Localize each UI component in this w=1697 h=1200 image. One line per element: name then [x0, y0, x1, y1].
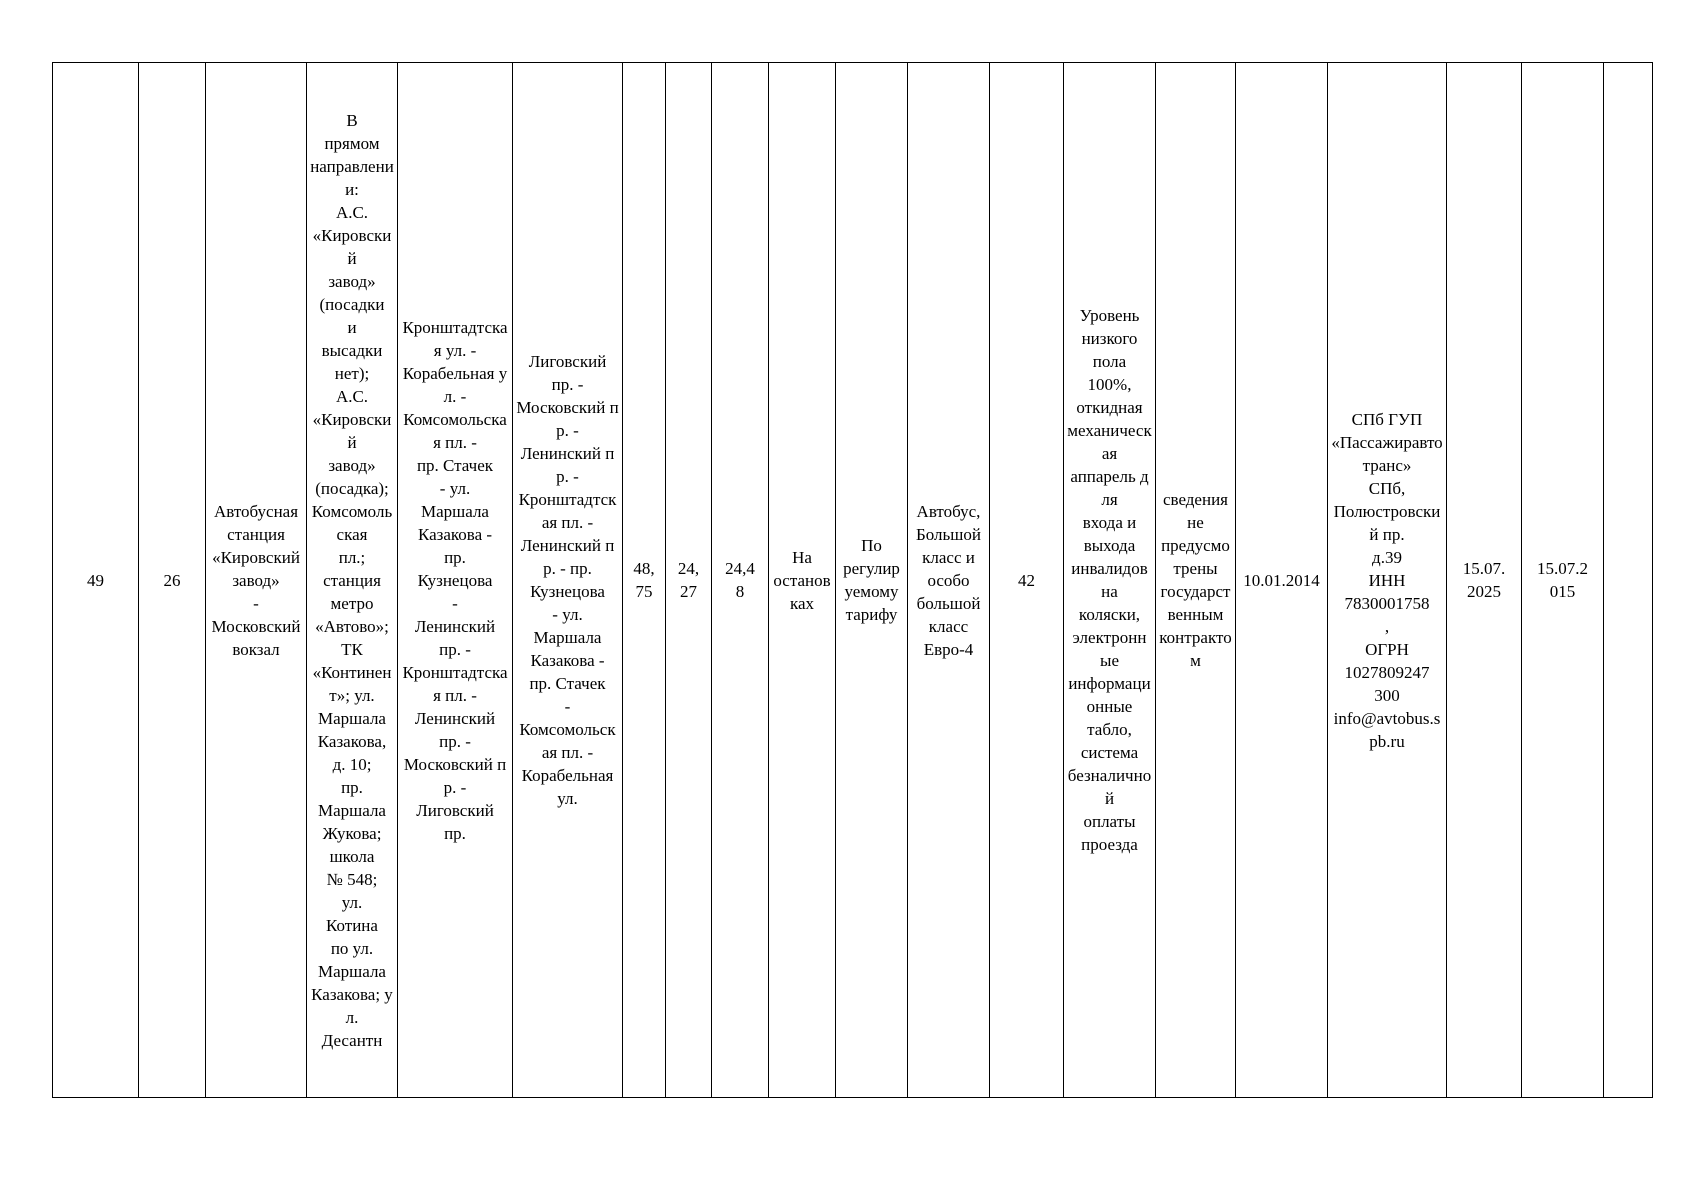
contract-info-cell: сведения не предусмотрены государственным контрактом [1156, 63, 1236, 1098]
length-total-cell: 48, 75 [623, 63, 666, 1098]
reg-number-cell: 49 [53, 63, 139, 1098]
start-date-cell: 10.01.2014 [1236, 63, 1328, 1098]
route-number-cell: 26 [139, 63, 206, 1098]
length-forward-cell: 24, 27 [666, 63, 712, 1098]
route-name-cell: Автобусная станция «Кировский завод» - Московский вокзал [206, 63, 307, 1098]
date-1-cell: 15.07. 2025 [1447, 63, 1522, 1098]
boarding-procedure-cell: На остановках [769, 63, 836, 1098]
streets-forward-cell: Кронштадтская ул. - Корабельная ул. - Комсомольская пл. - пр. Стачек - ул. Маршала Казакова - пр. Кузнецова - Ленинский пр. - Кронштадтская пл. - Ленинский пр. - Московский пр. - Лиговский пр. [398, 63, 513, 1098]
length-backward-cell: 24,4 8 [712, 63, 769, 1098]
vehicle-type-cell: Автобус, Большой класс и особо большой класс Евро-4 [908, 63, 990, 1098]
date-2-cell: 15.07.2 015 [1522, 63, 1604, 1098]
route-registry-table [52, 62, 1653, 1098]
empty-cell [1604, 63, 1653, 1098]
streets-backward-cell: Лиговский пр. - Московский пр. - Ленинский пр. - Кронштадтская пл. - Ленинский пр. - пр. Кузнецова - ул. Маршала Казакова - пр. Стачек - Комсомольская пл. - Корабельная ул. [513, 63, 623, 1098]
carrier-cell: СПб ГУП «Пассажиравтотранс» СПб, Полюстровский пр. д.39 ИНН 7830001758 , ОГРН 1027809247 300 info@avtobus.spb.ru [1328, 63, 1447, 1098]
vehicle-count-cell: 42 [990, 63, 1064, 1098]
vehicle-features-cell: Уровень низкого пола 100%, откидная механическая аппарель для входа и выхода инвалидов на коляски, электронные информационные табло, система безналичной оплаты проезда [1064, 63, 1156, 1098]
table-row [53, 63, 1653, 1098]
tariff-type-cell: По регулируемому тарифу [836, 63, 908, 1098]
stops-cell: В прямом направлении: А.С. «Кировский завод» (посадки и высадки нет); А.С. «Кировский завод» (посадка); Комсомольская пл.; станция метро «Автово»; ТК «Континент»; ул. Маршала Казакова, д. 10; пр. Маршала Жукова; школа № 548; ул. Котина по ул. Маршала Казакова; ул. Десантн [307, 63, 398, 1098]
